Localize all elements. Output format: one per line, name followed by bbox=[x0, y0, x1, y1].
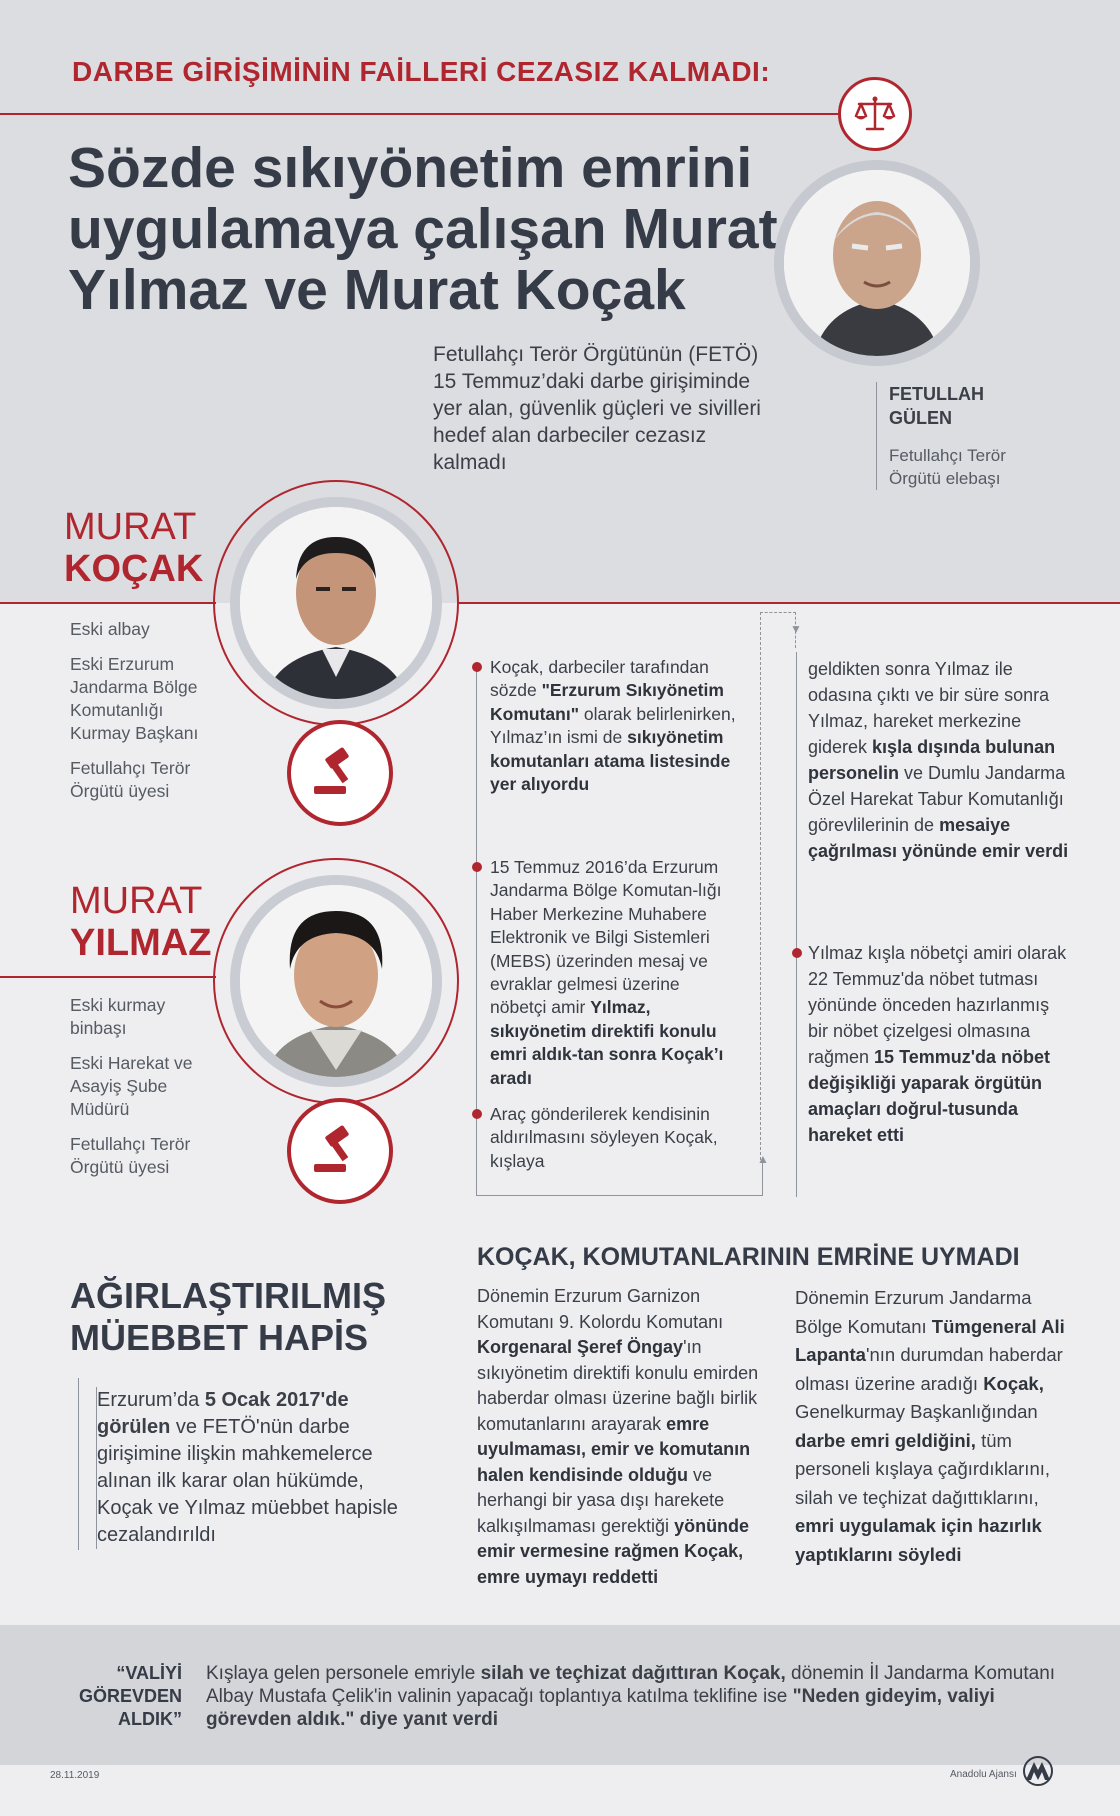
quote-text-mid: dönemin İl Jandarma Komutanı Albay Mustafa Çelik'in valinin yapacağı toplantıya katılma teklifine ise bbox=[206, 1663, 1056, 1707]
refusal-right-bold-prep: emri uygulamak için hazırlık yaptıklarını söyledi bbox=[795, 1515, 1042, 1565]
gulen-name: FETULLAH GÜLEN bbox=[889, 384, 984, 428]
kocak-fact-rank: Eski albay bbox=[70, 619, 150, 639]
timeline-4-text: geldikten sonra Yılmaz ile odasına çıktı ve bir süre sonra Yılmaz, hareket merkezine giderek bbox=[808, 659, 1050, 757]
quote-bold-reply: "Neden gideyim, valiyi görevden aldık." diye yanıt verdi bbox=[206, 1686, 995, 1730]
kocak-name bbox=[64, 506, 203, 590]
sentence-text bbox=[96, 1387, 407, 1549]
kocak-portrait bbox=[230, 497, 442, 709]
sentence-text-post: ve FETÖ'nün darbe girişimine ilişkin mahkemelerce alınan ilk karar olan hükümde, Koçak ve Yılmaz müebbet hapisle cezalandırıldı bbox=[97, 1416, 398, 1546]
publish-date: 28.11.2019 bbox=[50, 1770, 100, 1781]
kocak-rule-right bbox=[458, 602, 1120, 604]
refusal-right-text bbox=[795, 1284, 1065, 1569]
refusal-left-mid2: ve herhangi bir yasa dışı harekete kalkışılmaması gerektiği bbox=[477, 1464, 725, 1536]
timeline-line-right bbox=[796, 652, 797, 1197]
timeline-5-bold: 15 Temmuz'da nöbet değişikliği yaparak örgütün amaçları doğrul-tusunda hareket etti bbox=[808, 1047, 1051, 1145]
kocak-facts bbox=[70, 618, 220, 815]
quote-bold-weapons: silah ve teçhizat dağıttıran Koçak, bbox=[480, 1663, 786, 1684]
agency-name: Anadolu Ajansı bbox=[950, 1769, 1017, 1780]
arrow-down-icon: ▼ bbox=[790, 622, 802, 636]
refusal-right-mid: 'nın durumdan haberdar olması üzerine aradığı bbox=[795, 1344, 1063, 1394]
quote-text bbox=[206, 1662, 1066, 1731]
refusal-left-mid: 'ın sıkıyönetim direktifi konulu emirden haberdar olması üzerine bağlı birlik komutanlarını arayarak bbox=[477, 1337, 759, 1434]
timeline-4-bold-order: mesaiye çağrılması yönünde emir verdi bbox=[808, 815, 1069, 861]
kocak-last-name: KOÇAK bbox=[64, 548, 204, 590]
timeline-item-2 bbox=[490, 856, 740, 1090]
quote-text-pre: Kışlaya gelen personele emriyle bbox=[206, 1663, 481, 1684]
arrow-up-icon: ▲ bbox=[757, 1152, 769, 1166]
timeline-2-bold: Yılmaz, sıkıyönetim direktifi konulu emri aldık-tan sonra Koçak’ı aradı bbox=[490, 997, 724, 1088]
gulen-role: Fetullahçı Terör Örgütü elebaşı bbox=[889, 446, 1006, 488]
gulen-portrait bbox=[774, 160, 980, 366]
timeline-dot-5 bbox=[792, 948, 802, 958]
yilmaz-facts bbox=[70, 994, 220, 1191]
timeline-item-3: Araç gönderilerek kendisinin aldırılmasını söyleyen Koçak, kışlaya bbox=[490, 1104, 718, 1171]
sentence-date: 5 Ocak 2017'de görülen bbox=[97, 1389, 349, 1438]
refusal-right-kocak: Koçak, bbox=[983, 1372, 1044, 1394]
refusal-right-pre: Dönemin Erzurum Jandarma Bölge Komutanı bbox=[795, 1287, 1032, 1337]
kocak-fact-post: Eski Erzurum Jandarma Bölge Komutanlığı Kurmay Başkanı bbox=[70, 654, 199, 743]
yilmaz-fact-post: Eski Harekat ve Asayiş Şube Müdürü bbox=[70, 1053, 193, 1119]
timeline-4-text-mid: ve Dumlu Jandarma Özel Harekat Tabur Komutanlığı görevlilerinin de bbox=[808, 763, 1066, 835]
header-rule bbox=[0, 113, 838, 115]
refusal-right-general: Tümgeneral Ali Lapanta bbox=[795, 1315, 1065, 1365]
sentence-title: AĞIRLAŞTIRILMIŞ MÜEBBET HAPİS bbox=[70, 1275, 386, 1358]
sentence-text-pre: Erzurum’da bbox=[97, 1389, 205, 1411]
refusal-left-text bbox=[477, 1284, 767, 1590]
timeline-5-text: Yılmaz kışla nöbetçi amiri olarak 22 Temmuz'da nöbet tutması yönünde önceden hazırlanmış bir nöbet çizelgesi olmasına rağmen bbox=[808, 943, 1067, 1067]
refusal-left-general: Korgenaral Şeref Öngay bbox=[477, 1337, 684, 1357]
timeline-4-bold-personnel: kışla dışında bulunan personelin bbox=[808, 737, 1056, 783]
timeline-item-5 bbox=[808, 940, 1070, 1148]
timeline-dashed-line bbox=[760, 612, 762, 1160]
yilmaz-first-name: MURAT bbox=[70, 880, 203, 922]
gulen-caption bbox=[876, 382, 1029, 490]
refusal-right-mid2: Genelkurmay Başkanlığından bbox=[795, 1401, 1038, 1422]
timeline-1-bold-title: "Erzurum Sıkıyönetim Komutanı" bbox=[490, 680, 724, 724]
sentence-rule bbox=[78, 1378, 79, 1550]
yilmaz-rule bbox=[0, 976, 216, 978]
yilmaz-fact-rank: Eski kurmay binbaşı bbox=[70, 995, 166, 1038]
quote-label: “VALİYİ GÖREVDEN ALDIK” bbox=[78, 1663, 182, 1729]
kocak-rule-left bbox=[0, 602, 216, 604]
refusal-left-bold-order: emre uyulmaması, emir ve komutanın halen kendisinde olduğu bbox=[477, 1413, 751, 1485]
kocak-first-name: MURAT bbox=[64, 506, 197, 548]
timeline-1-bold-list: sıkıyönetim komutanları atama listesinde yer alıyordu bbox=[490, 727, 731, 795]
refusal-right-mid3: tüm personeli kışlaya çağırdıklarını, silah ve teçhizat dağıttıklarını, bbox=[795, 1429, 1051, 1508]
yilmaz-name bbox=[70, 880, 211, 964]
yilmaz-last-name: YILMAZ bbox=[70, 922, 212, 964]
refusal-title: KOÇAK, KOMUTANLARININ EMRİNE UYMADI bbox=[477, 1243, 1020, 1271]
refusal-left-bold-refused: yönünde emir vermesine rağmen Koçak, emre uymayı reddetti bbox=[477, 1515, 750, 1587]
kocak-fact-membership: Fetullahçı Terör Örgütü üyesi bbox=[70, 758, 191, 801]
timeline-item-4 bbox=[808, 656, 1070, 864]
kocak-gavel-icon bbox=[287, 720, 393, 826]
refusal-right-coup-order: darbe emri geldiğini, bbox=[795, 1429, 976, 1451]
aa-logo-icon bbox=[1020, 1756, 1056, 1791]
refusal-left-pre: Dönemin Erzurum Garnizon Komutanı 9. Kolordu Komutanı bbox=[477, 1286, 724, 1332]
timeline-connector-bottom bbox=[476, 1195, 763, 1196]
scales-of-justice-icon bbox=[838, 77, 912, 151]
timeline-dot-3 bbox=[472, 1109, 482, 1119]
timeline-2-text: 15 Temmuz 2016’da Erzurum Jandarma Bölge Komutan-lığı Haber Merkezine Muhabere Elektronik ve Bilgi Sistemleri (MEBS) üzerinden mesaj ve evraklar gelmesi üzerine nöbetçi amir bbox=[490, 857, 722, 1018]
timeline-dot-1 bbox=[472, 662, 482, 672]
yilmaz-photo bbox=[240, 885, 432, 1077]
yilmaz-gavel-icon bbox=[287, 1098, 393, 1204]
yilmaz-fact-membership: Fetullahçı Terör Örgütü üyesi bbox=[70, 1134, 191, 1177]
main-title: Sözde sıkıyönetim emrini uygulamaya çalışan Murat Yılmaz ve Murat Koçak bbox=[68, 136, 778, 322]
timeline-item-1 bbox=[490, 656, 740, 796]
kicker-heading: DARBE GİRİŞİMİNİN FAİLLERİ CEZASIZ KALMADI: bbox=[72, 56, 771, 87]
yilmaz-portrait bbox=[230, 875, 442, 1087]
lede-paragraph: Fetullahçı Terör Örgütünün (FETÖ) 15 Temmuz’daki darbe girişiminde yer alan, güvenlik güçleri ve sivilleri hedef alan darbeciler cezasız kalmadı bbox=[433, 343, 761, 474]
timeline-1-text: Koçak, darbeciler tarafından sözde bbox=[490, 657, 709, 701]
kocak-photo bbox=[240, 507, 432, 699]
timeline-dot-2 bbox=[472, 862, 482, 872]
gulen-photo bbox=[784, 170, 970, 356]
timeline-1-text-mid: olarak belirlenirken, Yılmaz’ın ismi de bbox=[490, 703, 736, 748]
